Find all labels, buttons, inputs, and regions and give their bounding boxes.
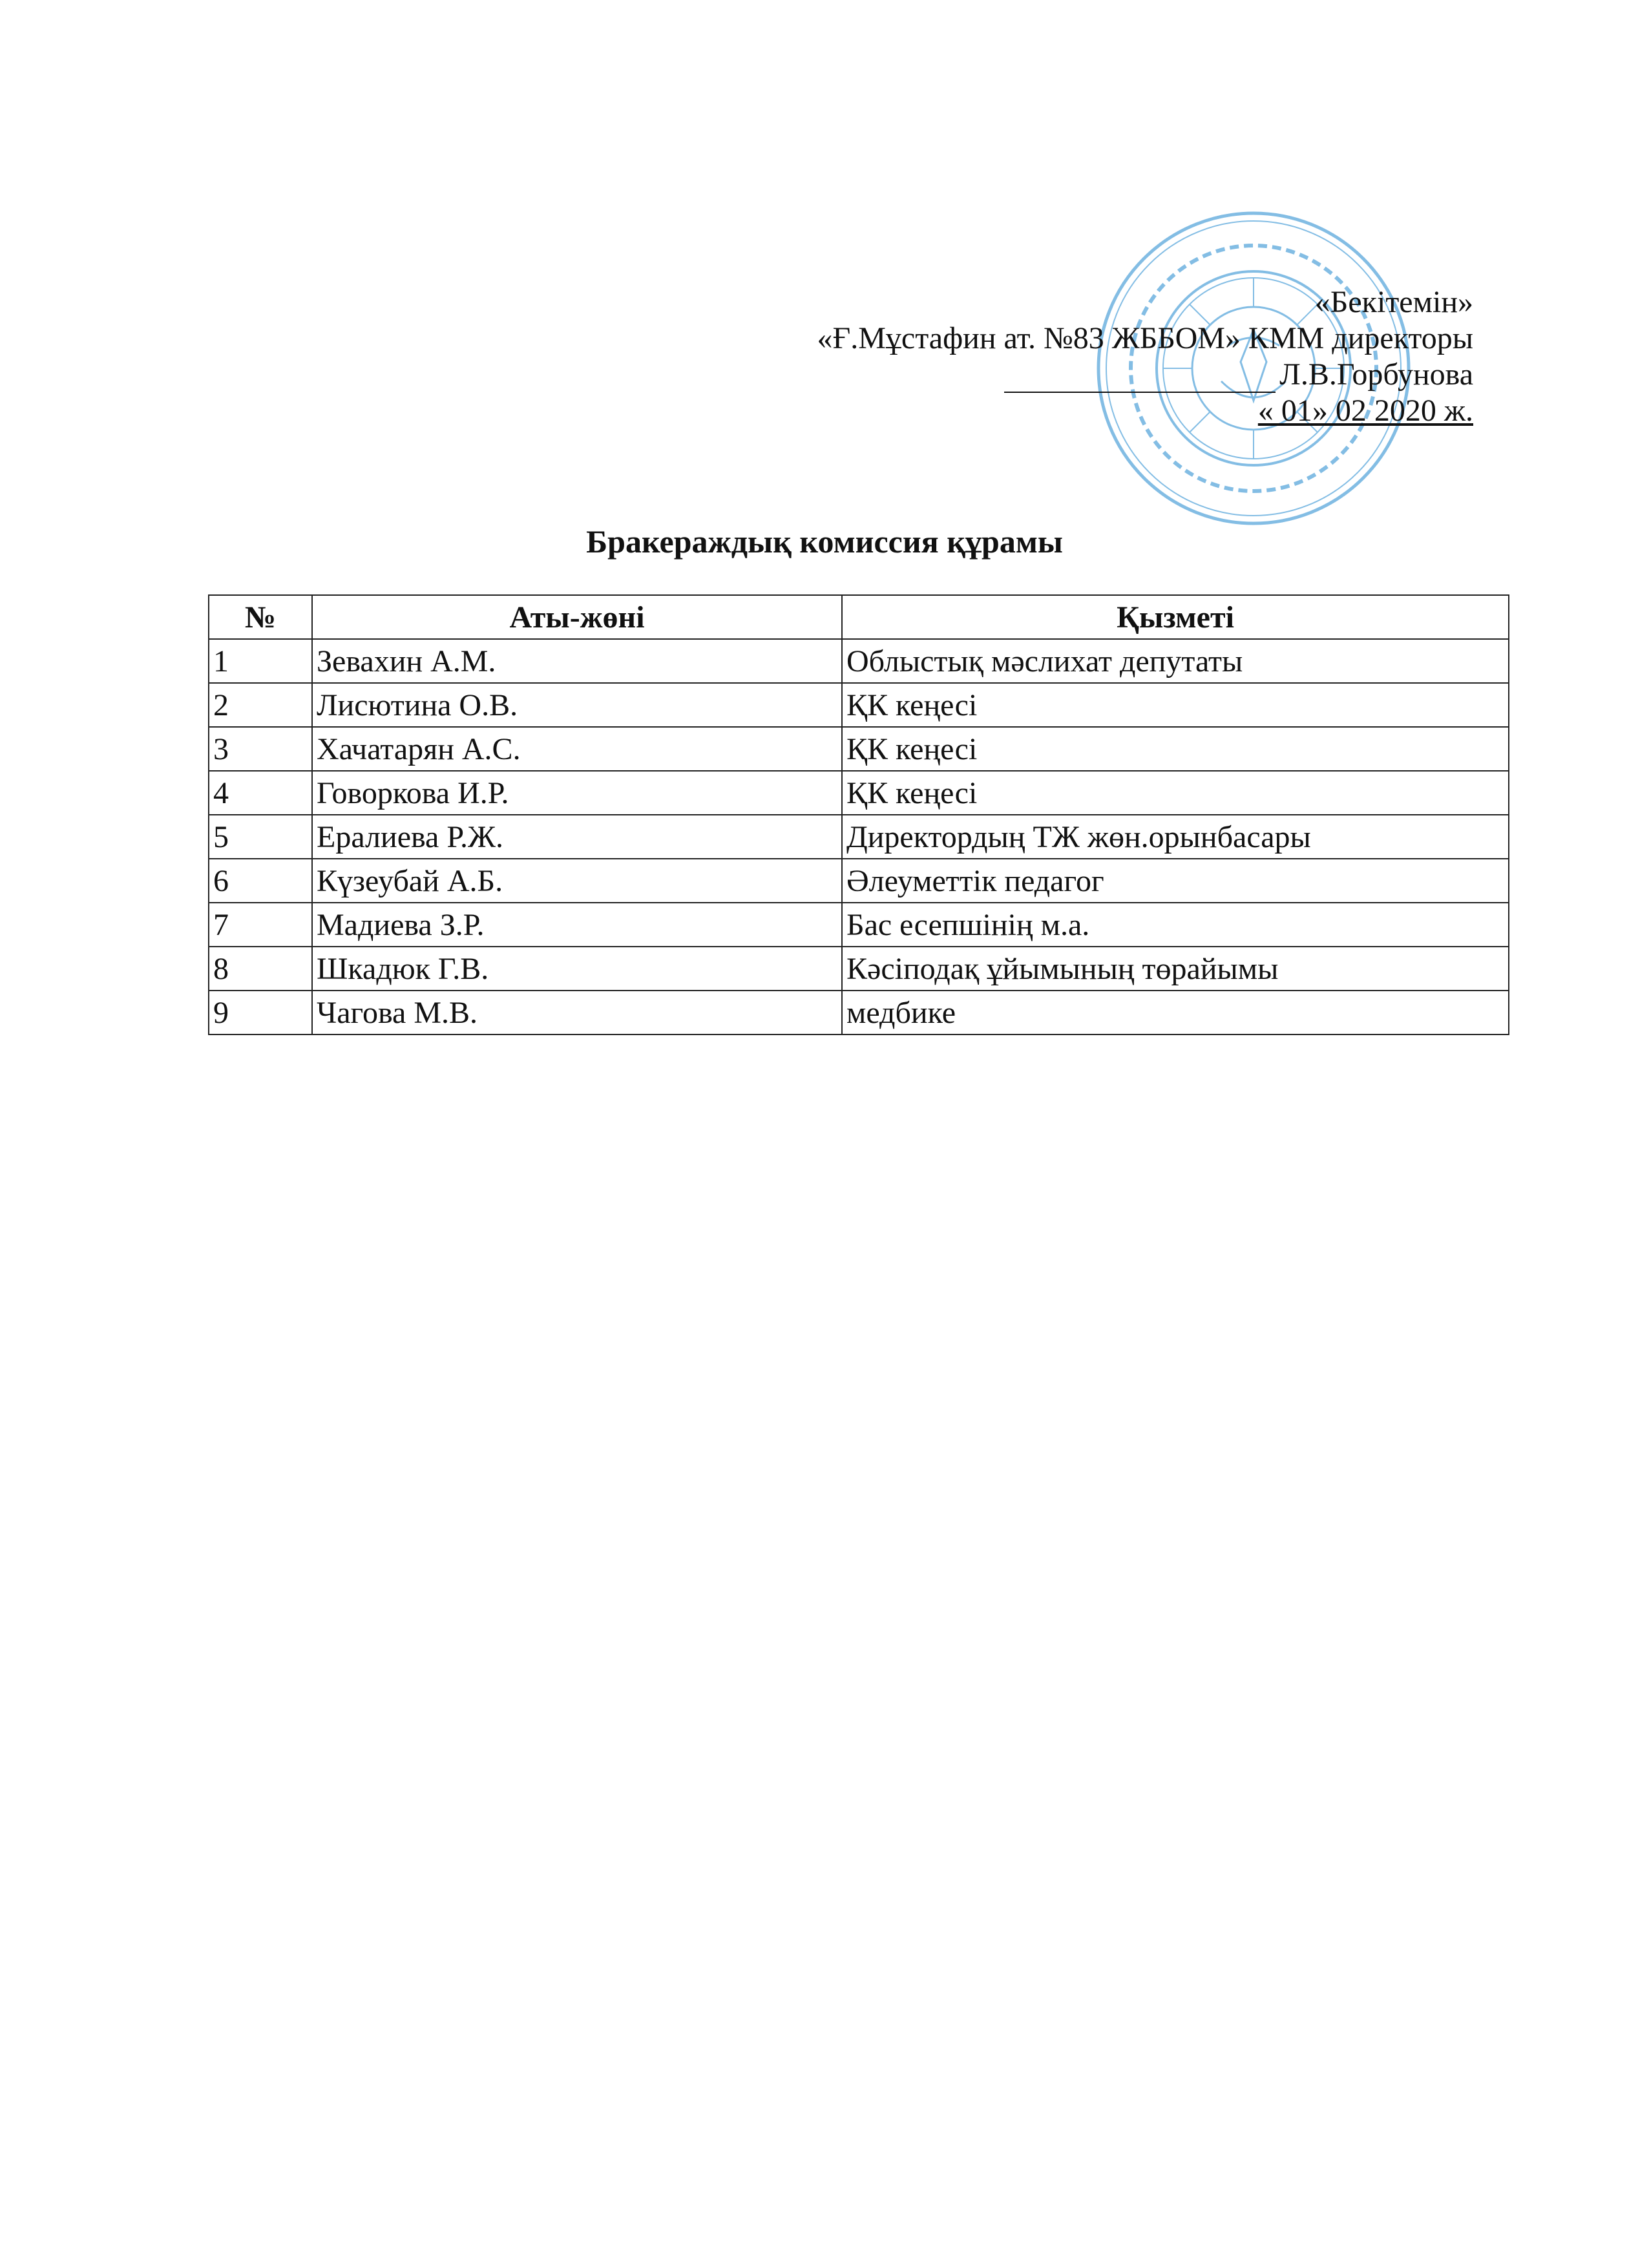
row-position: медбике	[842, 991, 1509, 1034]
approval-date: « 01» 02 2020 ж.	[1257, 394, 1473, 428]
row-position: Облыстық мәслихат депутаты	[842, 639, 1509, 683]
table-header-row	[209, 595, 1509, 639]
row-number: 3	[209, 727, 312, 771]
table-row	[209, 639, 1509, 683]
approval-heading: «Бекітемін»	[1314, 285, 1473, 319]
page-title: Бракераждық комиссия құрамы	[586, 523, 1063, 560]
commission-table-grid	[208, 594, 1509, 1035]
row-number: 5	[209, 815, 312, 859]
header-position: Қызметі	[842, 595, 1509, 639]
row-number: 7	[209, 903, 312, 947]
row-position: ҚК кеңесі	[842, 683, 1509, 727]
row-number: 6	[209, 859, 312, 903]
table-row	[209, 683, 1509, 727]
row-position: ҚК кеңесі	[842, 771, 1509, 815]
row-name: Лисютина О.В.	[312, 683, 842, 727]
approval-organization: «Ғ.Мұстафин ат. №83 ЖББОМ» КММ директоры	[817, 321, 1473, 355]
table-row	[209, 859, 1509, 903]
approval-block	[569, 284, 1473, 429]
approval-signatory: Л.В.Горбунова	[1279, 357, 1473, 392]
row-name: Мадиева З.Р.	[312, 903, 842, 947]
table-row	[209, 991, 1509, 1034]
row-position: Әлеуметтік педагог	[842, 859, 1509, 903]
row-number: 1	[209, 639, 312, 683]
row-name: Чагова М.В.	[312, 991, 842, 1034]
row-name: Хачатарян А.С.	[312, 727, 842, 771]
row-number: 2	[209, 683, 312, 727]
row-position: Директордың ТЖ жөн.орынбасары	[842, 815, 1509, 859]
table-row	[209, 815, 1509, 859]
approval-date-line	[569, 393, 1473, 429]
row-name: Говоркова И.Р.	[312, 771, 842, 815]
table-row	[209, 903, 1509, 947]
row-name: Зевахин А.М.	[312, 639, 842, 683]
row-number: 9	[209, 991, 312, 1034]
table-row	[209, 771, 1509, 815]
row-name: Шкадюк Г.В.	[312, 947, 842, 991]
row-number: 4	[209, 771, 312, 815]
signature-underline	[1004, 363, 1276, 393]
row-position: Бас есепшінің м.а.	[842, 903, 1509, 947]
row-position: Кәсіподақ ұйымының төрайымы	[842, 947, 1509, 991]
commission-table	[208, 594, 1508, 1035]
header-name: Аты-жөні	[312, 595, 842, 639]
row-number: 8	[209, 947, 312, 991]
row-name: Ералиева Р.Ж.	[312, 815, 842, 859]
row-name: Күзеубай А.Б.	[312, 859, 842, 903]
approval-signature-line	[569, 357, 1473, 393]
table-row	[209, 727, 1509, 771]
table-row	[209, 947, 1509, 991]
row-position: ҚК кеңесі	[842, 727, 1509, 771]
header-number: №	[209, 595, 312, 639]
